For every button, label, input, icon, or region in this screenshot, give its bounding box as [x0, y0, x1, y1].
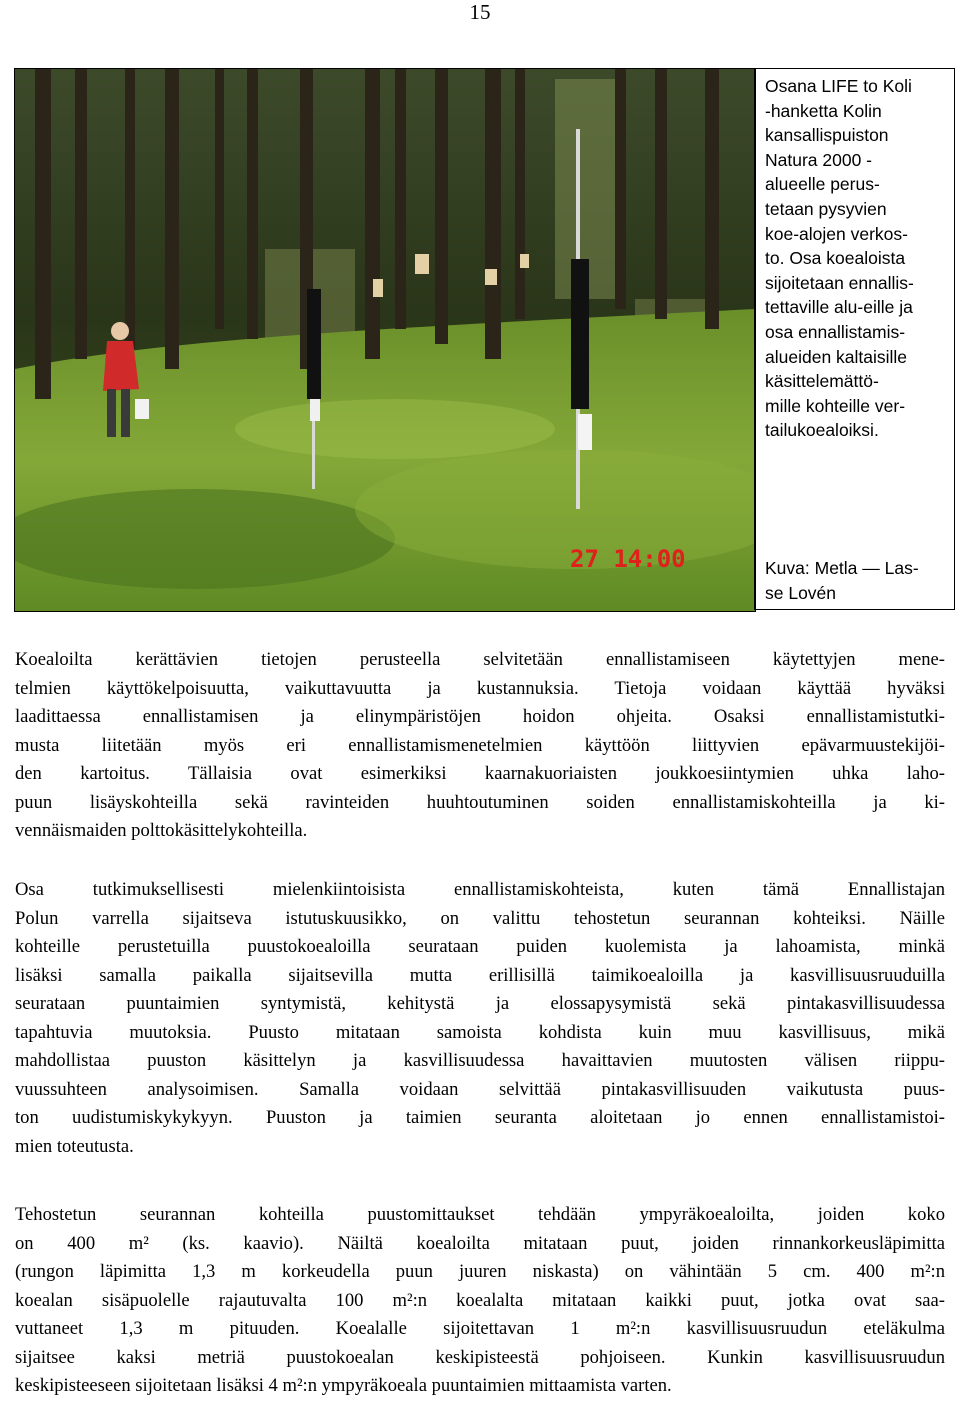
paragraph-line: tapahtuvia muutoksia. Puusto mitataan samoista kohdista kuin muu kasvillisuus, mikä [15, 1021, 945, 1043]
paragraph-line: keskipisteeseen sijoitetaan lisäksi 4 m²:n ympyräkoeala puuntaimien mittaamista varten. [15, 1375, 672, 1396]
paragraph-2 [15, 876, 945, 1161]
paragraph-line: seurataan puuntaimien syntymistä, kehitystä ja elossapysymistä sekä pintakasvillisuudessa [15, 993, 945, 1014]
paragraph-line: musta liitetään myös eri ennallistamismenetelmien käyttöön liittyvien epävarmuustekijöi- [15, 734, 945, 756]
paragraph-line: Tehostetun seurannan kohteilla puustomittaukset tehdään ympyräkoealoilta, joiden koko [15, 1204, 945, 1225]
paragraph-line: Polun varrella sijaitseva istutuskuusikko, on valittu tehostetun seurannan kohteiksi. Näille [15, 907, 945, 929]
paragraph-3 [15, 1201, 945, 1401]
paragraph-line: ton uudistumiskykykyyn. Puuston ja taimien seuranta aloitetaan jo ennen ennallistamistoi- [15, 1107, 945, 1128]
paragraph-line: vennäismaiden polttokäsittelykohteilla. [15, 820, 308, 841]
photo-timestamp: 27 14:00 [570, 545, 686, 573]
paragraph-line: (rungon läpimitta 1,3 m korkeudella puun juuren niskasta) on vähintään 5 cm. 400 m²:n [15, 1261, 945, 1282]
photo-credit: Kuva: Metla — Las- se Lovén [765, 558, 919, 603]
paragraph-line: kohteille perustetuilla puustokoealoilla seurataan puiden kuolemista ja lahoamista, minkä [15, 936, 945, 957]
paragraph-line: mien toteutusta. [15, 1135, 134, 1157]
paragraph-line: Koealoilta kerättävien tietojen perusteella selvitetään ennallistamiseen käytettyjen mene- [15, 649, 945, 670]
paragraph-line: puun lisäyskohteilla sekä ravinteiden huuhtoutuminen soiden ennallistamiskohteilla ja ki- [15, 791, 945, 813]
paragraph-line: on 400 m² (ks. kaavio). Näiltä koealoilta mitataan puut, joiden rinnankorkeusläpimitta [15, 1232, 945, 1254]
forest-photo [14, 68, 756, 612]
paragraph-line: sijaitsee kaksi metriä puustokoealan keskipisteestä pohjoiseen. Kunkin kasvillisuusruudun [15, 1346, 945, 1368]
paragraph-line: den kartoitus. Tällaisia ovat esimerkiksi kaarnakuoriaisten joukkoesiintymien uhka laho- [15, 763, 945, 784]
paragraph-1 [15, 646, 945, 846]
paragraph-line: koealan sisäpuolelle rajautuvalta 100 m²:n koealalta mitataan kaikki puut, jotka ovat saa- [15, 1289, 945, 1311]
photo-caption: Osana LIFE to Koli -hanketta Kolin kansallispuiston Natura 2000 - alueelle perus- tetaan pysyvien koe-alojen verkos- to. Osa koealoista sijoitetaan ennallis- tettaville alu-eille ja osa ennallistamis- alueiden kaltaisille käsittelemättö- mille kohteille ver- tailukoealoiksi. [765, 76, 914, 441]
paragraph-line: mahdollistaa puuston käsittelyn ja kasvillisuudessa havaittavien muutosten välisen riippu- [15, 1050, 945, 1071]
paragraph-line: telmien käyttökelpoisuutta, vaikuttavuutta ja kustannuksia. Tietoja voidaan käyttää hyväksi [15, 677, 945, 699]
paragraph-line: lisäksi samalla paikalla sijaitsevilla mutta erillisillä taimikoealoilla ja kasvillisuusruuduilla [15, 964, 945, 986]
paragraph-line: Osa tutkimuksellisesti mielenkiintoisista ennallistamiskohteista, kuten tämä Ennallistajan [15, 879, 945, 900]
photo-caption-box [754, 68, 955, 610]
paragraph-line: vuttaneet 1,3 m pituuden. Koealalle sijoitettavan 1 m²:n kasvillisuusruudun eteläkulma [15, 1318, 945, 1339]
paragraph-line: laadittaessa ennallistamisen ja elinympäristöjen hoidon ohjeita. Osaksi ennallistamistutki- [15, 706, 945, 727]
paragraph-line: vuussuhteen analysoimisen. Samalla voidaan selvittää pintakasvillisuuden vaikutusta puus- [15, 1078, 945, 1100]
page-number: 15 [469, 0, 491, 24]
